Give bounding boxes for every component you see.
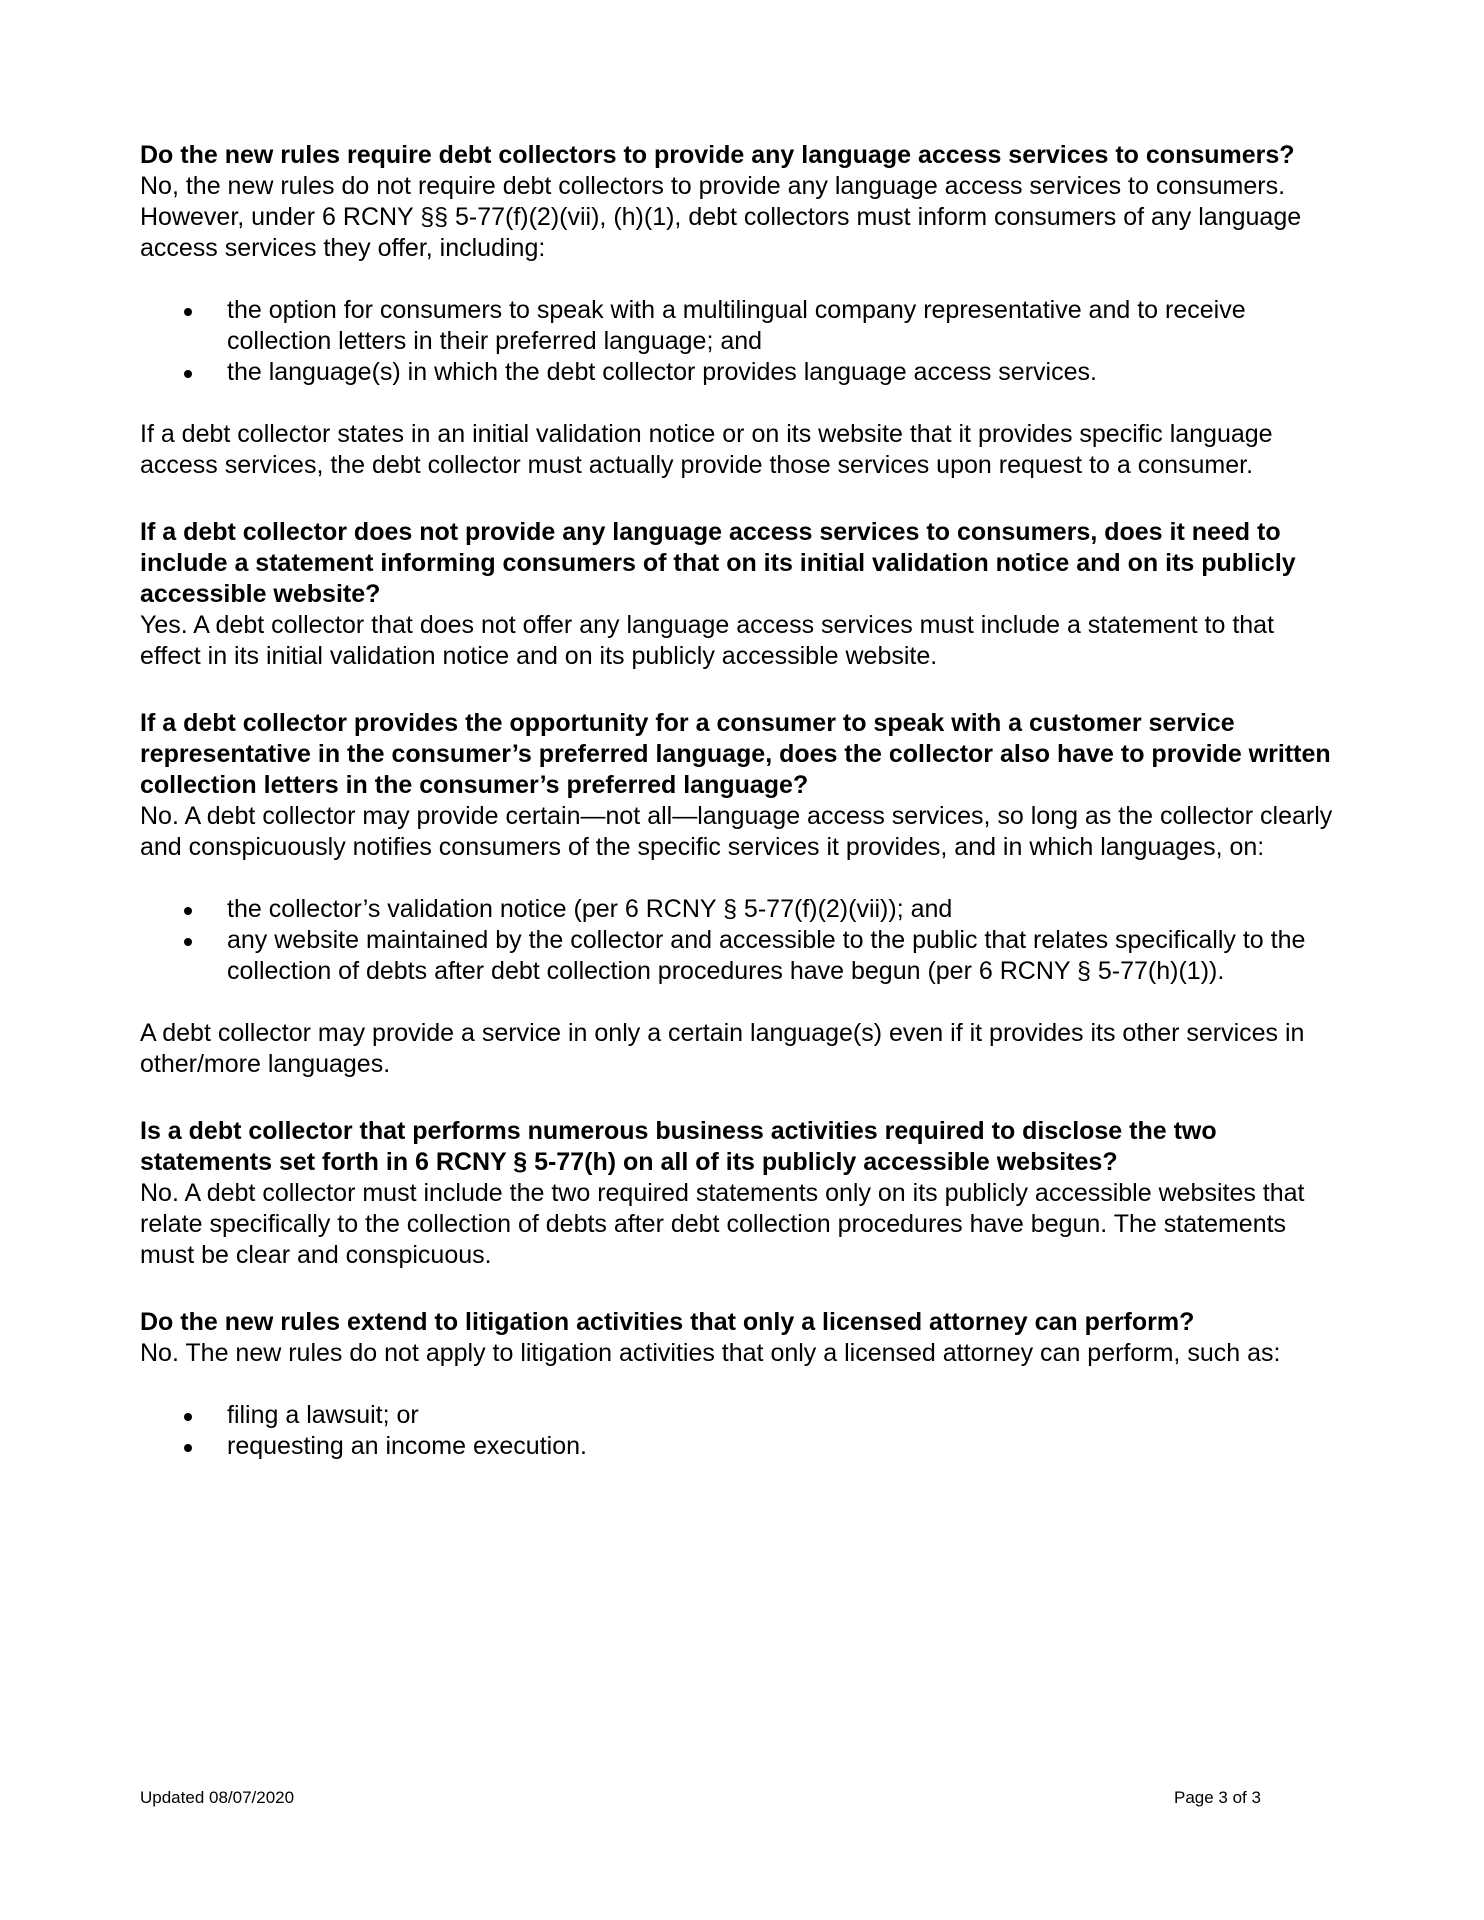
faq-section-websites — [140, 1116, 1340, 1271]
bullet-icon — [184, 370, 192, 378]
faq-question: Do the new rules require debt collectors to provide any language access services to consumers? — [140, 141, 1295, 169]
bullet-icon — [184, 907, 192, 915]
faq-answer: No. The new rules do not apply to litigation activities that only a licensed attorney can perform, such as: — [140, 1339, 1281, 1367]
faq-question: Do the new rules extend to litigation activities that only a licensed attorney can perform? — [140, 1308, 1195, 1336]
faq-followup: A debt collector may provide a service in only a certain language(s) even if it provides its other services in other/more languages. — [140, 1019, 1305, 1078]
faq-question: If a debt collector does not provide any language access services to consumers, does it need to include a statement informing consumers of that on its initial validation notice and on its publicly accessible website? — [140, 518, 1296, 608]
bullet-list — [140, 1400, 1340, 1462]
list-item-text: any website maintained by the collector and accessible to the public that relates specifically to the collection of debts after debt collection procedures have begun (per 6 RCNY § 5-77(h)(1)). — [227, 926, 1306, 985]
footer-updated-date: Updated 08/07/2020 — [140, 1788, 295, 1807]
list-item-text: the collector’s validation notice (per 6 RCNY § 5-77(f)(2)(vii)); and — [227, 895, 953, 923]
bullet-icon — [184, 938, 192, 946]
faq-answer: No. A debt collector must include the two required statements only on its publicly accessible websites that relate specifically to the collection of debts after debt collection procedures have begun. The statements must be clear and conspicuous. — [140, 1179, 1305, 1269]
faq-section-preferred-language — [140, 708, 1340, 1080]
bullet-icon — [184, 1444, 192, 1452]
faq-section-language-access — [140, 140, 1340, 481]
list-item-text: requesting an income execution. — [227, 1432, 587, 1460]
faq-answer: No. A debt collector may provide certain—not all—language access services, so long as the collector clearly and conspicuously notifies consumers of the specific services it provides, and in which languages, on: — [140, 802, 1333, 861]
faq-section-no-language-services — [140, 517, 1340, 672]
faq-section-litigation — [140, 1307, 1340, 1462]
bullet-list — [140, 894, 1340, 987]
list-item — [140, 894, 1340, 925]
list-item — [140, 295, 1340, 357]
faq-answer: No, the new rules do not require debt collectors to provide any language access services to consumers. However, under 6 RCNY §§ 5-77(f)(2)(vii), (h)(1), debt collectors must inform consumers of any language access services they offer, including: — [140, 172, 1302, 262]
footer-page-number: Page 3 of 3 — [1174, 1788, 1261, 1807]
list-item-text: the language(s) in which the debt collector provides language access services. — [227, 358, 1097, 386]
bullet-list — [140, 295, 1340, 388]
bullet-icon — [184, 308, 192, 316]
faq-answer: Yes. A debt collector that does not offer any language access services must include a statement to that effect in its initial validation notice and on its publicly accessible website. — [140, 611, 1275, 670]
faq-followup: If a debt collector states in an initial validation notice or on its website that it provides specific language access services, the debt collector must actually provide those services upon request to a consumer. — [140, 420, 1273, 479]
list-item — [140, 925, 1340, 987]
list-item — [140, 357, 1340, 388]
list-item — [140, 1431, 1340, 1462]
list-item-text: filing a lawsuit; or — [227, 1401, 419, 1429]
document-body — [140, 140, 1340, 1498]
bullet-icon — [184, 1413, 192, 1421]
faq-question: Is a debt collector that performs numerous business activities required to disclose the two statements set forth in 6 RCNY § 5-77(h) on all of its publicly accessible websites? — [140, 1117, 1217, 1176]
list-item — [140, 1400, 1340, 1431]
list-item-text: the option for consumers to speak with a multilingual company representative and to receive collection letters in their preferred language; and — [227, 296, 1246, 355]
faq-question: If a debt collector provides the opportunity for a consumer to speak with a customer service representative in the consumer’s preferred language, does the collector also have to provide written collection letters in the consumer’s preferred language? — [140, 709, 1331, 799]
